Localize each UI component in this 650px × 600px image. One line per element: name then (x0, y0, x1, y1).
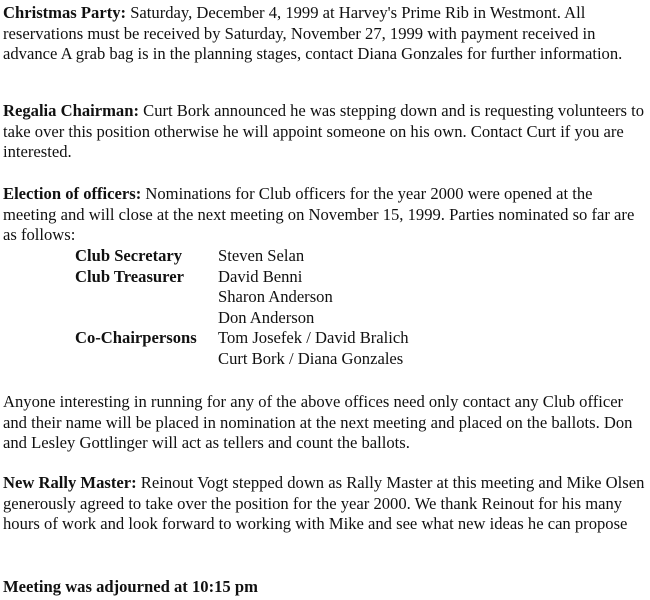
officer-row (75, 328, 495, 349)
rally-master-heading: New Rally Master: (3, 473, 137, 492)
rally-master-paragraph (3, 473, 648, 535)
regalia-chairman-heading: Regalia Chairman: (3, 101, 139, 120)
officer-role: Club Secretary (75, 246, 183, 265)
regalia-chairman-text: Curt Bork announced he was stepping down and is requesting volunteers to take over this position otherwise he will appoint someone on his own. Contact Curt if you are interested. (3, 101, 645, 161)
regalia-chairman-paragraph (3, 101, 648, 163)
officer-row (75, 349, 495, 370)
officer-role (75, 308, 218, 329)
officer-name: Don Anderson (218, 307, 315, 327)
rally-master-text: Reinout Vogt stepped down as Rally Master at this meeting and Mike Olsen generously agreed to take over the position for the year 2000. We thank Reinout for his many hours of work and look forward to working with Mike and see what new ideas he can propose (3, 473, 645, 533)
officer-name: Tom Josefek / David Bralich (218, 328, 409, 347)
nomination-info-paragraph: Anyone interesting in running for any of the above offices need only contact any Club officer and their name will be placed in nomination at the next meeting and placed on the ballots. Don and Lesley Gottlinger will act as tellers and count the ballots. (3, 392, 633, 452)
officer-row (75, 308, 495, 329)
officer-name: Steven Selan (218, 246, 305, 265)
officer-name: Sharon Anderson (218, 287, 333, 306)
officer-role (75, 349, 218, 370)
officer-row (75, 267, 495, 288)
officer-name: Curt Bork / Diana Gonzales (218, 348, 404, 368)
officer-name: David Benni (218, 266, 303, 286)
officer-nominations-list (75, 246, 495, 369)
christmas-party-paragraph (3, 3, 648, 65)
christmas-party-heading: Christmas Party: (3, 3, 127, 22)
adjournment-line: Meeting was adjourned at 10:15 pm (3, 577, 258, 596)
officer-row (75, 246, 495, 267)
election-paragraph (3, 184, 648, 246)
officer-row (75, 287, 495, 308)
officer-role: Co-Chairpersons (75, 328, 197, 347)
christmas-party-text: Saturday, December 4, 1999 at Harvey's Prime Rib in Westmont. All reservations must be received by Saturday, November 27, 1999 with payment received in advance A grab bag is in the planning stages, contact Diana Gonzales for further information. (3, 3, 623, 63)
officer-role: Club Treasurer (75, 266, 184, 286)
election-text: Nominations for Club officers for the year 2000 were opened at the meeting and will close at the next meeting on November 15, 1999. Parties nominated so far are as follows: (3, 184, 635, 244)
election-heading: Election of officers: (3, 184, 142, 203)
officer-role (75, 287, 218, 308)
